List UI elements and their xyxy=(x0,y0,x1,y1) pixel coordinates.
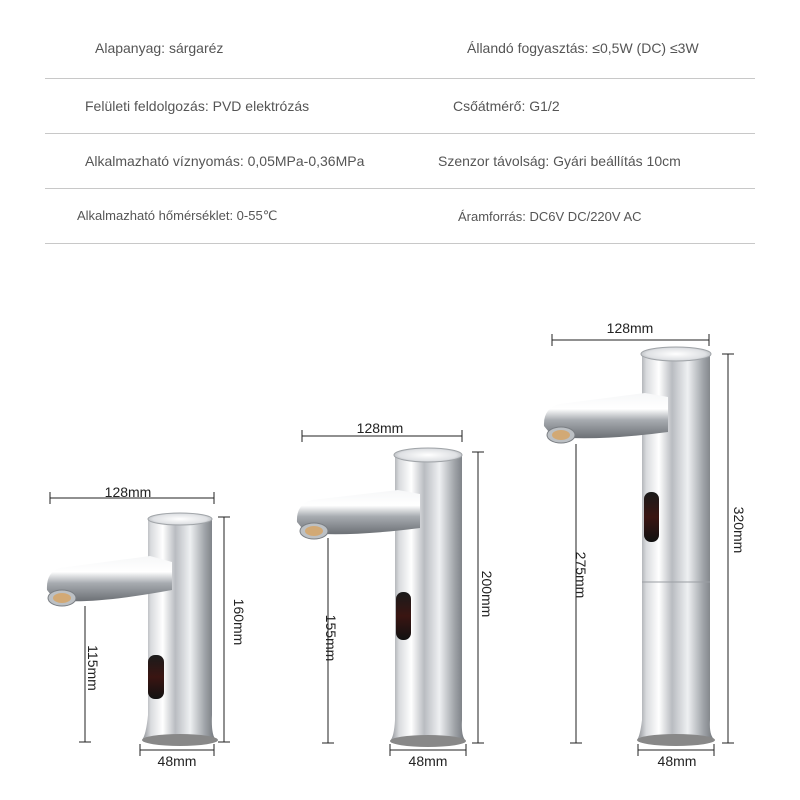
faucet-top xyxy=(148,513,212,525)
spec-material: Alapanyag: sárgaréz xyxy=(95,40,224,56)
spec-sensor-distance: Szenzor távolság: Gyári beállítás 10cm xyxy=(438,153,681,169)
spout-height-label-short: 115mm xyxy=(85,645,101,691)
sensor-window xyxy=(644,492,659,542)
spec-power-consumption: Állandó fogyasztás: ≤0,5W (DC) ≤3W xyxy=(467,40,699,56)
faucet-tall xyxy=(544,347,715,746)
base-label-short: 48mm xyxy=(157,753,197,769)
faucet-top xyxy=(641,347,711,361)
width-label-medium: 128mm xyxy=(356,420,404,436)
faucet-base xyxy=(390,735,466,747)
faucet-top xyxy=(394,448,462,462)
height-label-tall: 320mm xyxy=(731,506,747,554)
spout-height-label-medium: 155mm xyxy=(323,614,339,662)
spec-water-pressure: Alkalmazható víznyomás: 0,05MPa-0,36MPa xyxy=(85,153,365,169)
base-label-medium: 48mm xyxy=(408,753,448,769)
spout-height-label-tall: 275mm xyxy=(573,551,589,599)
sensor-window xyxy=(396,592,411,640)
width-label-short: 128mm xyxy=(104,484,152,500)
spec-pipe-diameter: Csőátmérő: G1/2 xyxy=(453,98,560,114)
spec-power-source: Áramforrás: DC6V DC/220V AC xyxy=(458,208,642,224)
sensor-window xyxy=(148,655,164,699)
faucet-medium xyxy=(297,448,466,747)
spec-surface: Felületi feldolgozás: PVD elektrózás xyxy=(85,98,310,114)
width-label-tall: 128mm xyxy=(606,320,654,336)
faucet-body xyxy=(142,520,216,740)
height-label-short: 160mm xyxy=(231,598,247,646)
faucet-short xyxy=(47,513,218,746)
base-label-tall: 48mm xyxy=(657,753,697,769)
faucet-base xyxy=(142,734,218,746)
height-label-medium: 200mm xyxy=(479,570,495,618)
faucet-base xyxy=(637,734,715,746)
spec-temperature: Alkalmazható hőmérséklet: 0-55℃ xyxy=(77,208,278,223)
